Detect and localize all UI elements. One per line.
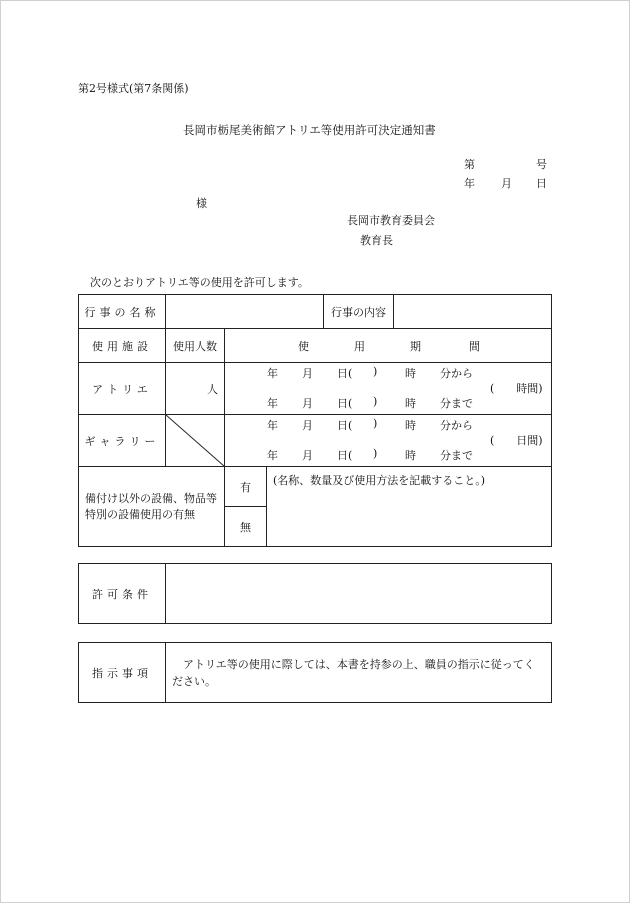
- gallery-to-month: 月: [302, 449, 313, 462]
- usage-table: [78, 294, 552, 547]
- permit-conditions-label: 許可条件: [79, 564, 166, 624]
- gallery-label: ギャラリー: [79, 415, 166, 467]
- doc-number-suffix: 号: [536, 158, 547, 171]
- date-year: 年: [464, 177, 475, 190]
- permit-conditions-value: [166, 564, 552, 624]
- addressee-suffix: 様: [196, 197, 207, 210]
- atelier-to-close: ): [373, 395, 378, 408]
- atelier-to-year: 年: [267, 397, 278, 410]
- instructions-text: アトリエ等の使用に際しては、本書を持参の上、職員の指示に従ってください。: [166, 643, 552, 703]
- date-month: 月: [501, 177, 512, 190]
- gallery-from-year: 年: [267, 419, 278, 432]
- period-char-3: 期: [410, 339, 421, 353]
- diagonal-line: [166, 415, 224, 466]
- atelier-from-minute: 分から: [440, 367, 473, 380]
- atelier-to-minute: 分まで: [440, 397, 473, 410]
- gallery-duration: ( 日間): [490, 434, 543, 447]
- period-char-1: 使: [298, 339, 309, 353]
- atelier-to-month: 月: [302, 397, 313, 410]
- atelier-to-hour: 時: [405, 397, 416, 410]
- date-day: 日: [536, 177, 547, 190]
- facility-label: 使用施設: [79, 329, 166, 363]
- atelier-from-month: 月: [302, 367, 313, 380]
- atelier-period: [225, 363, 552, 415]
- instructions-label: 指示事項: [79, 643, 166, 703]
- permit-conditions-table: [78, 563, 552, 624]
- instructions-table: [78, 642, 552, 703]
- gallery-period: [225, 415, 552, 467]
- equipment-note: (名称、数量及び使用方法を記載すること。): [267, 467, 552, 547]
- gallery-to-minute: 分まで: [440, 449, 473, 462]
- event-content-label: 行事の内容: [324, 295, 394, 329]
- gallery-from-month: 月: [302, 419, 313, 432]
- gallery-to-close: ): [373, 447, 378, 460]
- atelier-from-hour: 時: [405, 367, 416, 380]
- atelier-label: アトリエ: [79, 363, 166, 415]
- form-number: 第2号様式(第7条関係): [78, 82, 189, 95]
- event-name-label: 行事の名称: [79, 295, 166, 329]
- equipment-label: 備付け以外の設備、物品等特別の設備使用の有無: [79, 467, 225, 547]
- equipment-no: 無: [225, 507, 267, 547]
- doc-number-prefix: 第: [464, 158, 475, 171]
- equipment-yes: 有: [225, 467, 267, 507]
- atelier-unit: 人: [166, 363, 225, 415]
- gallery-from-day: 日(: [337, 419, 353, 432]
- issuer-title: 教育長: [360, 234, 393, 247]
- event-content-value: [394, 295, 552, 329]
- period-char-2: 用: [354, 339, 365, 353]
- atelier-from-close: ): [373, 365, 378, 378]
- gallery-from-minute: 分から: [440, 419, 473, 432]
- gallery-to-day: 日(: [337, 449, 353, 462]
- users-label: 使用人数: [166, 329, 225, 363]
- gallery-from-hour: 時: [405, 419, 416, 432]
- atelier-from-year: 年: [267, 367, 278, 380]
- atelier-to-day: 日(: [337, 397, 353, 410]
- period-header: [225, 329, 552, 363]
- period-char-4: 間: [469, 339, 480, 353]
- issuer-org: 長岡市教育委員会: [347, 214, 435, 227]
- gallery-from-close: ): [373, 417, 378, 430]
- gallery-to-year: 年: [267, 449, 278, 462]
- gallery-to-hour: 時: [405, 449, 416, 462]
- gallery-users-na: [166, 415, 225, 467]
- intro-text: 次のとおりアトリエ等の使用を許可します。: [90, 276, 309, 289]
- document-title: 長岡市栃尾美術館アトリエ等使用許可決定通知書: [183, 123, 436, 137]
- event-name-value: [166, 295, 324, 329]
- atelier-duration: ( 時間): [490, 382, 543, 395]
- atelier-from-day: 日(: [337, 367, 353, 380]
